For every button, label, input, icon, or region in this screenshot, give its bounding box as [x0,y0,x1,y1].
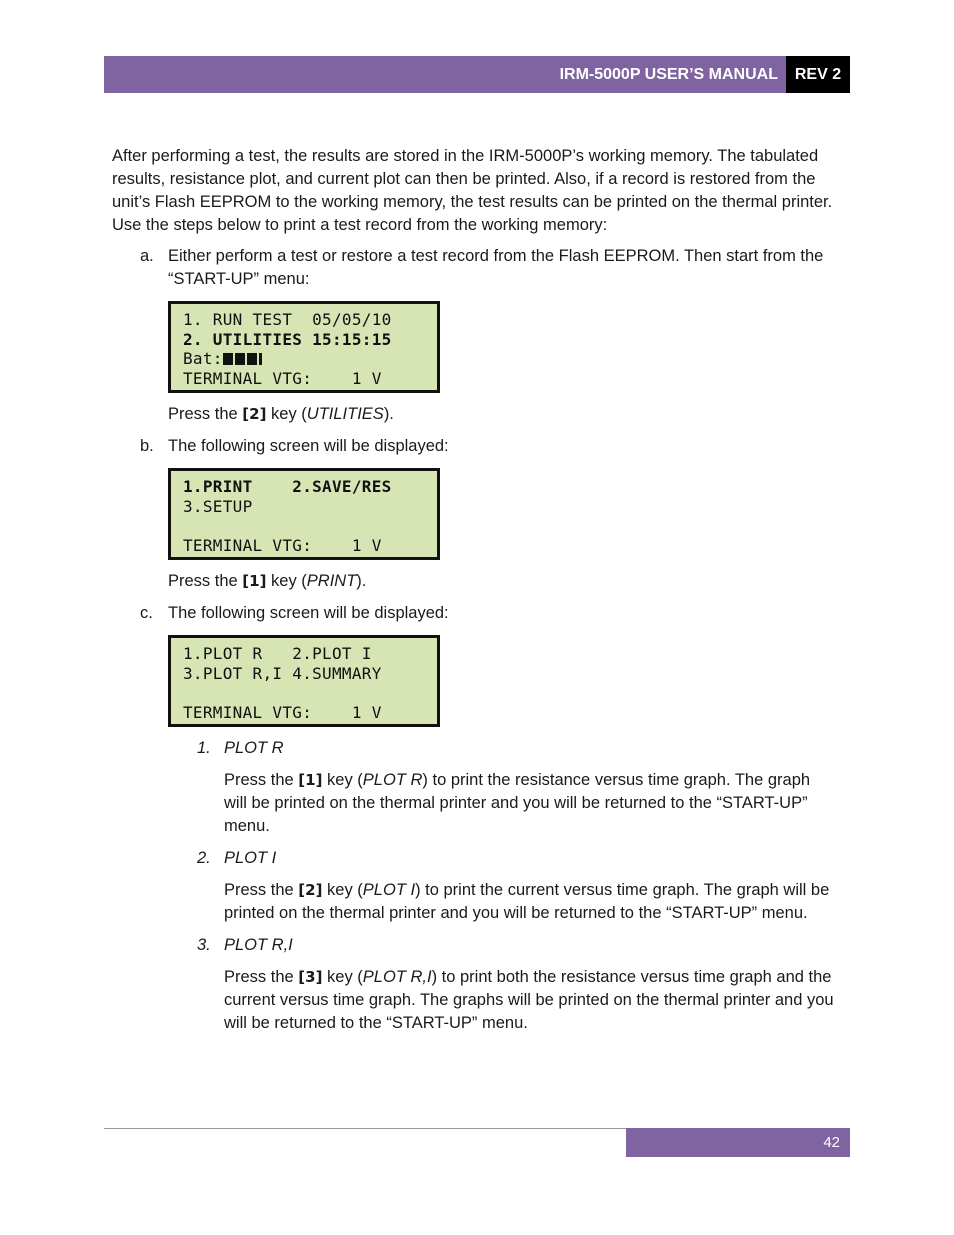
page-number: 42 [823,1134,840,1151]
desc-text: key ( [322,968,363,986]
lcd-line [183,683,437,703]
battery-bar-icon [235,353,245,365]
desc-text: ) to print both the resistance versus time graph and the current versus time graph. The graphs will be printed on the thermal printer and you will be returned to the “START-UP” menu. [224,968,834,1032]
lcd-line: TERMINAL VTG: 1 V [183,702,382,722]
option-title: PLOT R,I [224,936,293,954]
key-function: PLOT R [362,771,423,789]
desc-text: key ( [322,771,363,789]
lcd-screen-utilities [168,468,440,560]
lcd-line: TERMINAL VTG: 1 V [183,535,382,555]
key-function: PLOT I [362,881,416,899]
option-title: PLOT I [224,849,277,867]
step-text: The following screen will be displayed: [168,604,449,622]
desc-text: Press the [224,771,299,789]
step-c [112,602,837,727]
key-label: [2] [242,405,267,423]
option-plot-ri [112,934,837,1035]
option-title: PLOT R [224,739,284,757]
key-function: PLOT R,I [362,968,432,986]
press-text: ). [356,572,367,590]
option-description [224,966,837,1035]
key-label: [2] [298,881,323,899]
desc-text: key ( [322,881,363,899]
battery-label: Bat: [183,349,223,368]
desc-text: ) to print the resistance versus time graph. The graph will be printed on the thermal printer and you will be returned to the “START-UP” menu. [224,771,811,835]
lcd-line: 1. RUN TEST 05/05/10 [183,310,392,329]
page-content [112,145,837,1044]
press-text: ). [383,405,394,423]
desc-text: Press the [224,968,299,986]
step-a [112,245,837,426]
lcd-line-selected: 2. UTILITIES 15:15:15 [183,329,392,349]
option-number: 1. [197,739,211,757]
press-text: key ( [266,572,307,590]
lcd-line-battery [183,349,437,369]
header-bar [104,56,786,93]
option-description [224,879,837,925]
option-number: 2. [197,849,211,867]
option-plot-r [112,737,837,838]
lcd-line [183,516,437,536]
press-instruction [168,570,837,593]
key-function: PRINT [306,572,357,590]
desc-text: Press the [224,881,299,899]
intro-paragraph: After performing a test, the results are stored in the IRM-5000P’s working memory. The tabulated results, resistance plot, and current plot can then be printed. Also, if a record is restored from the unit’s Flash EEPROM to the working memory, the test results can be printed on the thermal printer. Use the steps below to print a test record from the working memory: [112,147,833,234]
lcd-line: TERMINAL VTG: 1 V [183,368,382,388]
manual-title: IRM-5000P USER’S MANUAL [559,65,778,83]
key-label: [1] [242,572,267,590]
key-label: [3] [298,968,323,986]
step-letter: a. [140,247,154,265]
option-plot-i [112,847,837,925]
step-text: The following screen will be displayed: [168,437,449,455]
option-description [224,769,837,838]
step-letter: b. [140,437,154,455]
step-text: Either perform a test or restore a test record from the Flash EEPROM. Then start from the “START-UP” menu: [168,247,824,288]
key-function: UTILITIES [306,405,384,423]
lcd-line: 3.SETUP [183,496,253,516]
lcd-line: 1.PLOT R 2.PLOT I [183,644,372,663]
battery-bar-icon [259,353,262,365]
step-letter: c. [140,604,153,622]
lcd-selected-item: 1.PRINT 2.SAVE/RES [183,477,392,496]
lcd-line [183,477,437,497]
lcd-screen-print [168,635,440,727]
step-b [112,435,837,593]
desc-text: ) to print the current versus time graph. The graph will be printed on the thermal printer and you will be returned to the “START-UP” menu. [224,881,830,922]
footer-page-box [626,1128,850,1157]
revision-badge: REV 2 [786,56,850,93]
press-text: Press the [168,405,243,423]
lcd-screen-startup [168,301,440,393]
press-instruction [168,403,837,426]
key-label: [1] [298,771,323,789]
lcd-line: 3.PLOT R,I 4.SUMMARY [183,663,382,683]
press-text: key ( [266,405,307,423]
battery-bar-icon [247,353,257,365]
press-text: Press the [168,572,243,590]
option-number: 3. [197,936,211,954]
battery-bar-icon [223,353,233,365]
